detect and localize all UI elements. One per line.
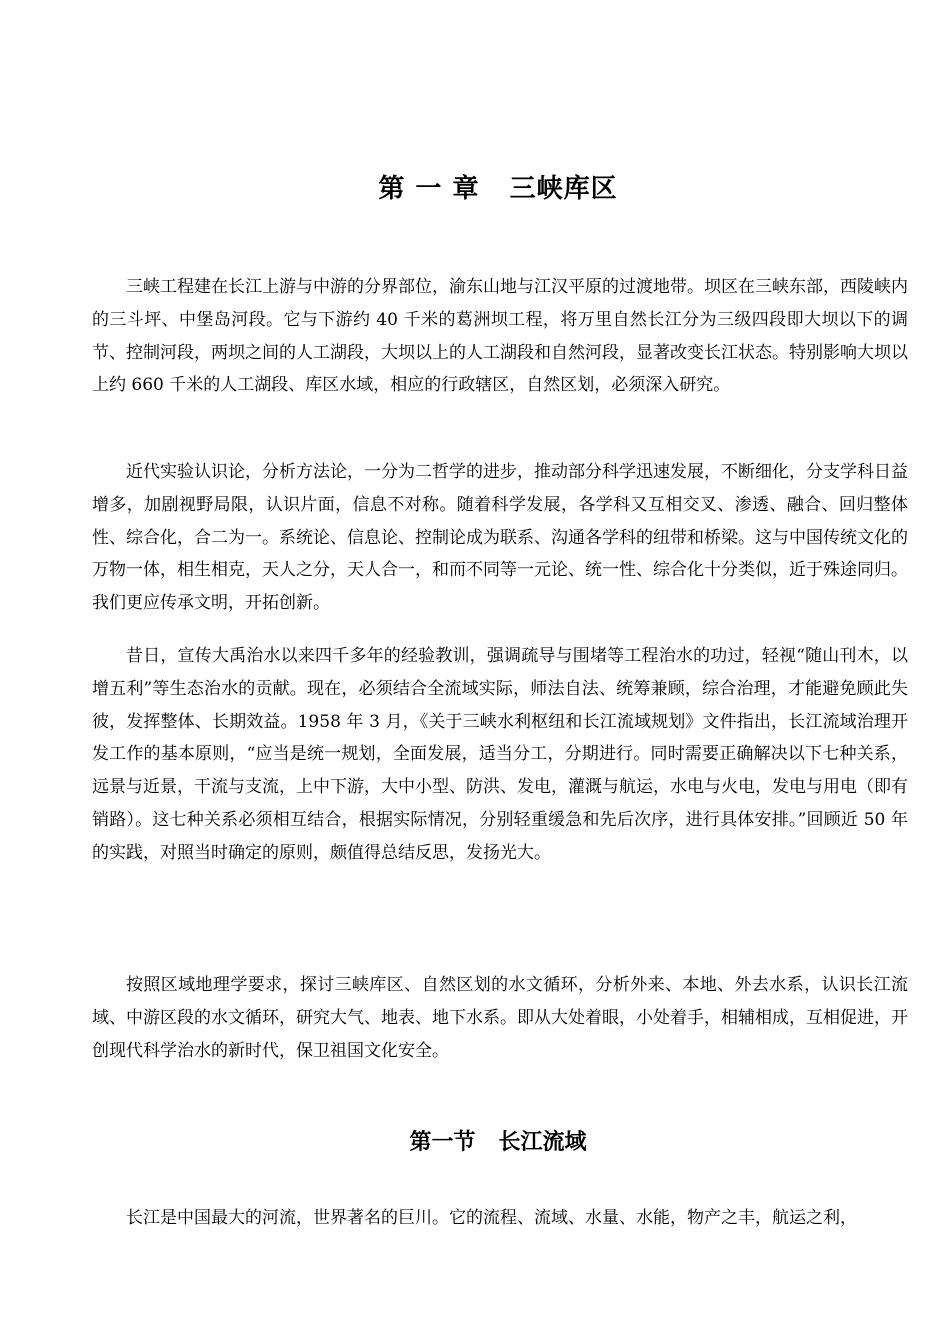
body-paragraph: 三峡工程建在长江上游与中游的分界部位，渝东山地与江汉平原的过渡地带。坝区在三峡东部，西陵峡内的三斗坪、中堡岛河段。它与下游约 40 千米的葛洲坝工程，将万里自然长江分为三级四段即大坝以下的调节、控制河段，两坝之间的人工湖段，大坝以上的人工湖段和自然河段，显著改变长江状态。特别影响大坝以上约 660 千米的人工湖段、库区水域，相应的行政辖区，自然区划，必须深入研究。 <box>92 277 908 396</box>
body-paragraph: 近代实验认识论，分析方法论，一分为二哲学的进步，推动部分科学迅速发展，不断细化，分支学科日益增多，加剧视野局限，认识片面，信息不对称。随着科学发展，各学科又互相交叉、渗透、融合、回归整体性、综合化，合二为一。系统论、信息论、控制论成为联系、沟通各学科的纽带和桥梁。这与中国传统文化的万物一体，相生相克，天人之分，天人合一，和而不同等一元论、统一性、综合化十分类似，近于殊途同归。我们更应传承文明，开拓创新。 <box>92 462 908 614</box>
body-paragraph: 昔日，宣传大禹治水以来四千多年的经验教训，强调疏导与围堵等工程治水的功过，轻视“随山刊木，以增五利”等生态治水的贡献。现在，必须结合全流域实际，师法自法、统筹兼顾，综合治理，才能避免顾此失彼，发挥整体、长期效益。1958 年 3 月，《关于三峡水利枢纽和长江流域规划》文件指出，长江流域治理开发工作的基本原则，“应当是统一规划，全面发展，适当分工，分期进行。同时需要正确解决以下七种关系，远景与近景，干流与支流，上中下游，大中小型、防洪、发电，灌溉与航运，水电与火电，发电与用电（即有销路）。这七种关系必须相互结合，根据实际情况，分别轻重缓急和先后次序，进行具体安排。”回顾近 50 年的实践，对照当时确定的原则，颇值得总结反思，发扬光大。 <box>92 646 908 863</box>
section-paragraph: 长江是中国最大的河流，世界著名的巨川。它的流程、流域、水量、水能，物产之丰，航运之利， <box>126 1208 857 1228</box>
section-title: 第一节 长江流域 <box>409 1130 587 1155</box>
chapter-title: 第 一 章 三峡库区 <box>378 174 618 204</box>
body-paragraph: 按照区域地理学要求，探讨三峡库区、自然区划的水文循环，分析外来、本地、外去水系，认识长江流域、中游区段的水文循环，研究大气、地表、地下水系。即从大处着眼，小处着手，相辅相成，互相促进，开创现代科学治水的新时代，保卫祖国文化安全。 <box>92 975 908 1061</box>
